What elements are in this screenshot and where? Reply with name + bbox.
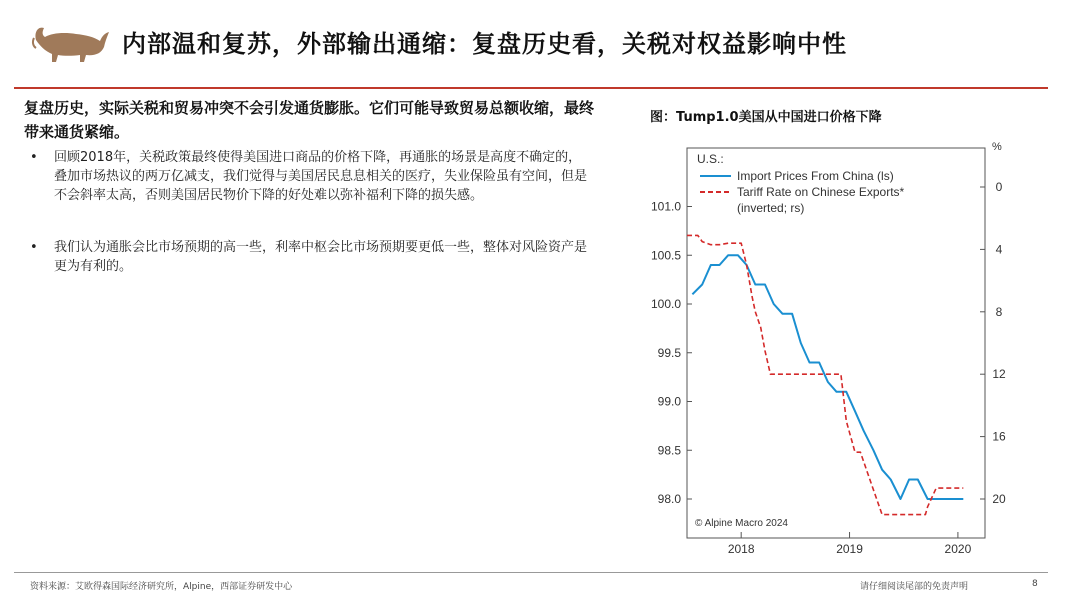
import-price-line <box>692 255 963 499</box>
list-item <box>24 238 594 276</box>
footer-divider <box>14 572 1048 573</box>
bullet-text: 我们认为通胀会比市场预期的高一些，利率中枢会比市场预期要更低一些，整体对风险资产是更为有利的。 <box>54 240 588 274</box>
right-axis-tick-label: 4 <box>995 242 1003 257</box>
left-axis-tick-label: 98.0 <box>657 492 681 506</box>
page-number: 8 <box>1032 579 1038 589</box>
bullet-marker: • <box>30 240 38 255</box>
chart-source-note: © Alpine Macro 2024 <box>695 518 788 529</box>
bull-logo-icon <box>30 18 110 66</box>
region-label: U.S.: <box>697 152 724 166</box>
legend-tariff-note: (inverted; rs) <box>737 201 805 215</box>
chart-caption: 图：Tump1.0美国从中国进口价格下降 <box>650 110 882 125</box>
import-price-chart <box>640 138 1020 563</box>
title-divider <box>14 87 1048 89</box>
list-item <box>24 148 594 205</box>
bullet-list <box>24 148 594 309</box>
left-axis-tick-label: 100.5 <box>650 248 681 263</box>
lead-summary: 复盘历史，实际关税和贸易冲突不会引发通货膨胀。它们可能导致贸易总额收缩，最终带来通货紧缩。 <box>24 99 595 141</box>
right-axis-tick-label: 8 <box>995 304 1003 319</box>
x-axis-tick-label: 2018 <box>727 542 755 556</box>
right-axis-tick-label: 16 <box>992 429 1006 444</box>
x-axis-tick-label: 2019 <box>836 542 863 556</box>
right-axis-tick-label: 12 <box>992 367 1006 382</box>
bullet-text: 回顾2018年，关税政策最终使得美国进口商品的价格下降，再通胀的场景是高度不确定的，叠加市场热议的两万亿减支，我们觉得与美国居民息息相关的医疗，失业保险虽有空间，但是不会斜率太高，否则美国居民物价下降的好处难以弥补福利下降的损失感。 <box>54 150 588 203</box>
left-axis-tick-label: 100.0 <box>650 297 681 311</box>
right-axis-unit: % <box>992 141 1002 153</box>
x-axis-tick-label: 2020 <box>944 542 972 556</box>
left-axis-tick-label: 101.0 <box>650 199 681 214</box>
left-axis-tick-label: 99.0 <box>657 394 681 409</box>
plot-frame <box>687 148 985 538</box>
left-axis-tick-label: 99.5 <box>657 345 681 360</box>
bullet-marker: • <box>30 150 38 165</box>
left-axis-tick-label: 98.5 <box>657 443 681 458</box>
footer-disclaimer: 请仔细阅读尾部的免责声明 <box>860 582 969 592</box>
right-axis-tick-label: 20 <box>992 492 1006 506</box>
footer-source: 资料来源：艾欧得森国际经济研究所，Alpine，西部证券研发中心 <box>30 582 293 592</box>
legend-tariff-rate: Tariff Rate on Chinese Exports* <box>737 185 905 199</box>
right-axis-tick-label: 0 <box>995 180 1003 194</box>
page-title: 内部温和复苏，外部输出通缩：复盘历史看，关税对权益影响中性 <box>122 30 847 58</box>
legend-import-prices: Import Prices From China (ls) <box>737 169 894 183</box>
